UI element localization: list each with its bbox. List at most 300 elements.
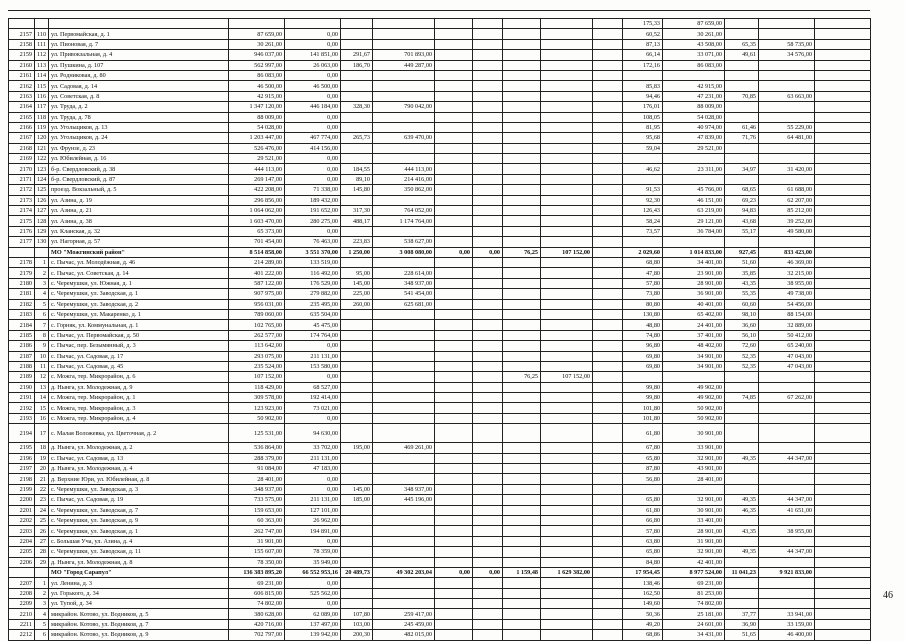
- value-cell: 348 937,00: [229, 484, 285, 494]
- item-number-cell: 23: [35, 495, 49, 505]
- value-cell: [473, 19, 503, 29]
- value-cell: 526 476,00: [229, 143, 285, 153]
- value-cell: [373, 154, 435, 164]
- item-number-cell: 22: [35, 484, 49, 494]
- value-cell: [435, 495, 473, 505]
- value-cell: 47,80: [623, 268, 663, 278]
- value-cell: 162,50: [623, 588, 663, 598]
- value-cell: [815, 226, 871, 236]
- value-cell: [593, 216, 623, 226]
- value-cell: 72,60: [725, 341, 759, 351]
- value-cell: 102 765,00: [229, 320, 285, 330]
- value-cell: [725, 154, 759, 164]
- value-cell: [815, 185, 871, 195]
- value-cell: [503, 257, 541, 267]
- address-cell: с. Можга, тер. Микрорайон, д. 4: [49, 413, 229, 423]
- value-cell: [541, 495, 593, 505]
- table-row: [9, 91, 871, 101]
- value-cell: 73,80: [623, 289, 663, 299]
- item-number-cell: 1: [35, 578, 49, 588]
- address-cell: с. Можга, тер. Микрорайон, д. 3: [49, 403, 229, 413]
- address-cell: д. Нынга, ул. Молодежная, д. 2: [49, 443, 229, 453]
- value-cell: 108,05: [623, 112, 663, 122]
- row-number-cell: 2164: [9, 102, 35, 112]
- value-cell: 635 504,00: [285, 309, 341, 319]
- value-cell: [473, 515, 503, 525]
- value-cell: [503, 60, 541, 70]
- item-number-cell: 5: [35, 299, 49, 309]
- row-number-cell: 2187: [9, 351, 35, 361]
- value-cell: 65,80: [623, 453, 663, 463]
- value-cell: [473, 60, 503, 70]
- row-number-cell: 2167: [9, 133, 35, 143]
- value-cell: 235 524,00: [229, 361, 285, 371]
- row-number-cell: 2171: [9, 174, 35, 184]
- value-cell: [373, 424, 435, 443]
- value-cell: [541, 320, 593, 330]
- value-cell: [341, 330, 373, 340]
- address-cell: с. Большая Уча, ул. Азина, д. 4: [49, 536, 229, 546]
- value-cell: 45 475,00: [285, 320, 341, 330]
- table-row: [9, 413, 871, 423]
- value-cell: 76,25: [503, 372, 541, 382]
- address-cell: с. Пычас, ул. Молодёжная, д. 46: [49, 257, 229, 267]
- value-cell: 80,80: [623, 299, 663, 309]
- value-cell: 293 075,00: [229, 351, 285, 361]
- value-cell: 78 350,00: [229, 557, 285, 567]
- table-row: [9, 39, 871, 49]
- value-cell: [435, 413, 473, 423]
- value-cell: [593, 185, 623, 195]
- value-cell: [435, 112, 473, 122]
- value-cell: [541, 588, 593, 598]
- value-cell: [815, 547, 871, 557]
- value-cell: 175,33: [623, 19, 663, 29]
- value-cell: 36,60: [725, 320, 759, 330]
- item-number-cell: 117: [35, 102, 49, 112]
- value-cell: 155 607,00: [229, 547, 285, 557]
- value-cell: 1 014 833,00: [663, 247, 725, 257]
- value-cell: [473, 195, 503, 205]
- value-cell: [373, 39, 435, 49]
- value-cell: [593, 372, 623, 382]
- value-cell: [341, 526, 373, 536]
- value-cell: [623, 154, 663, 164]
- value-cell: 0,00: [285, 226, 341, 236]
- value-cell: 48,80: [623, 320, 663, 330]
- item-number-cell: 15: [35, 403, 49, 413]
- value-cell: 66,80: [623, 515, 663, 525]
- item-number-cell: 2: [35, 588, 49, 598]
- value-cell: [373, 557, 435, 567]
- address-cell: ул. Горького, д. 34: [49, 588, 229, 598]
- value-cell: 87 659,00: [663, 19, 725, 29]
- value-cell: 2 029,60: [623, 247, 663, 257]
- value-cell: [725, 424, 759, 443]
- value-cell: 245 459,00: [373, 619, 435, 629]
- value-cell: [373, 464, 435, 474]
- value-cell: [541, 257, 593, 267]
- value-cell: 65,80: [623, 547, 663, 557]
- value-cell: 733 575,00: [229, 495, 285, 505]
- value-cell: [435, 143, 473, 153]
- value-cell: 192 414,00: [285, 393, 341, 403]
- value-cell: [435, 91, 473, 101]
- value-cell: [341, 474, 373, 484]
- value-cell: [503, 393, 541, 403]
- row-number-cell: 2172: [9, 185, 35, 195]
- value-cell: 214 416,00: [373, 174, 435, 184]
- table-row: [9, 19, 871, 29]
- address-cell: [49, 19, 229, 29]
- value-cell: 44 347,00: [759, 547, 815, 557]
- value-cell: 54 028,00: [663, 112, 725, 122]
- value-cell: 38 955,00: [759, 278, 815, 288]
- value-cell: [473, 206, 503, 216]
- table-row: [9, 495, 871, 505]
- value-cell: [541, 330, 593, 340]
- value-cell: [593, 505, 623, 515]
- address-cell: с. Пычас, ул. Садовая, д. 13: [49, 453, 229, 463]
- value-cell: [435, 547, 473, 557]
- value-cell: 0,00: [285, 122, 341, 132]
- item-number-cell: 2: [35, 268, 49, 278]
- value-cell: [593, 403, 623, 413]
- value-cell: 88 009,00: [663, 102, 725, 112]
- value-cell: [759, 464, 815, 474]
- value-cell: [663, 372, 725, 382]
- row-number-cell: 2207: [9, 578, 35, 588]
- value-cell: 28 401,00: [663, 474, 725, 484]
- value-cell: 49 738,00: [759, 289, 815, 299]
- value-cell: 94 630,00: [285, 424, 341, 443]
- table-row: [9, 50, 871, 60]
- value-cell: 74,80: [623, 330, 663, 340]
- value-cell: [623, 174, 663, 184]
- value-cell: [815, 278, 871, 288]
- item-number-cell: 4: [35, 609, 49, 619]
- table-row: [9, 474, 871, 484]
- item-number-cell: 24: [35, 505, 49, 515]
- item-number-cell: 114: [35, 70, 49, 80]
- value-cell: 195,00: [341, 443, 373, 453]
- value-cell: [341, 515, 373, 525]
- value-cell: 701 893,00: [373, 50, 435, 60]
- value-cell: 445 196,00: [373, 495, 435, 505]
- value-cell: [341, 464, 373, 474]
- value-cell: 24 601,00: [663, 619, 725, 629]
- row-number-cell: 2183: [9, 309, 35, 319]
- value-cell: 69,23: [725, 195, 759, 205]
- value-cell: [503, 495, 541, 505]
- value-cell: [373, 341, 435, 351]
- value-cell: 32 901,00: [663, 495, 725, 505]
- value-cell: [503, 237, 541, 247]
- value-cell: 1 629 382,00: [541, 567, 593, 577]
- value-cell: [593, 102, 623, 112]
- value-cell: [593, 557, 623, 567]
- address-cell: с. Малая Воложевка, ул. Цветочная, д. 2: [49, 424, 229, 443]
- value-cell: [593, 174, 623, 184]
- value-cell: 0,00: [285, 174, 341, 184]
- value-cell: [373, 515, 435, 525]
- value-cell: [593, 547, 623, 557]
- value-cell: [473, 361, 503, 371]
- value-cell: [815, 91, 871, 101]
- value-cell: [725, 536, 759, 546]
- value-cell: [593, 29, 623, 39]
- value-cell: 43,35: [725, 526, 759, 536]
- value-cell: [593, 567, 623, 577]
- address-cell: ул. Труда, д. 78: [49, 112, 229, 122]
- value-cell: [435, 515, 473, 525]
- address-cell: с. Черемушки, ул. Макаренко, д. 1: [49, 309, 229, 319]
- value-cell: [593, 195, 623, 205]
- address-cell: с. Пычас, ул. Советская, д. 14: [49, 268, 229, 278]
- value-cell: 189 432,00: [285, 195, 341, 205]
- value-cell: 137 497,00: [285, 619, 341, 629]
- value-cell: 225,00: [341, 289, 373, 299]
- value-cell: [435, 619, 473, 629]
- value-cell: [815, 474, 871, 484]
- value-cell: 446 184,00: [285, 102, 341, 112]
- value-cell: 49 302 203,04: [373, 567, 435, 577]
- value-cell: 48 402,00: [663, 341, 725, 351]
- value-cell: [435, 185, 473, 195]
- value-cell: [593, 619, 623, 629]
- row-number-cell: [9, 19, 35, 29]
- value-cell: 176 529,00: [285, 278, 341, 288]
- value-cell: 35 949,00: [285, 557, 341, 567]
- address-cell: д. Нынга, ул. Молодежная, д. 4: [49, 464, 229, 474]
- value-cell: [341, 91, 373, 101]
- table-row: [9, 299, 871, 309]
- value-cell: [341, 341, 373, 351]
- row-number-cell: 2196: [9, 453, 35, 463]
- value-cell: [759, 237, 815, 247]
- value-cell: 32 901,00: [663, 453, 725, 463]
- value-cell: 46 369,00: [759, 257, 815, 267]
- value-cell: [815, 112, 871, 122]
- value-cell: 32 889,00: [759, 320, 815, 330]
- item-number-cell: 112: [35, 50, 49, 60]
- value-cell: [435, 424, 473, 443]
- value-cell: 444 113,00: [373, 164, 435, 174]
- value-cell: [341, 547, 373, 557]
- value-cell: [725, 578, 759, 588]
- value-cell: [503, 226, 541, 236]
- table-row: [9, 289, 871, 299]
- value-cell: [759, 515, 815, 525]
- address-cell: ул. Азина, д. 21: [49, 206, 229, 216]
- table-row: [9, 526, 871, 536]
- value-cell: [725, 443, 759, 453]
- item-number-cell: 4: [35, 289, 49, 299]
- value-cell: [473, 289, 503, 299]
- value-cell: 47 231,00: [663, 91, 725, 101]
- value-cell: 47 043,00: [759, 351, 815, 361]
- table-row: [9, 557, 871, 567]
- address-cell: б-р. Свердловский, д. 38: [49, 164, 229, 174]
- value-cell: [373, 143, 435, 153]
- value-cell: 81 253,00: [663, 588, 725, 598]
- value-cell: [593, 453, 623, 463]
- value-cell: 0,00: [285, 372, 341, 382]
- value-cell: 51,65: [725, 630, 759, 640]
- value-cell: 35,85: [725, 268, 759, 278]
- value-cell: 1 250,00: [341, 247, 373, 257]
- row-number-cell: 2174: [9, 206, 35, 216]
- row-number-cell: 2175: [9, 216, 35, 226]
- value-cell: [503, 443, 541, 453]
- value-cell: [373, 536, 435, 546]
- value-cell: [435, 257, 473, 267]
- table-row: [9, 484, 871, 494]
- value-cell: [815, 515, 871, 525]
- address-cell: с. Черемушки, ул. Заводская, д. 11: [49, 547, 229, 557]
- value-cell: [503, 268, 541, 278]
- value-cell: 20 489,73: [341, 567, 373, 577]
- value-cell: [593, 164, 623, 174]
- item-number-cell: 13: [35, 382, 49, 392]
- value-cell: 41 651,00: [759, 505, 815, 515]
- value-cell: 49,61: [725, 50, 759, 60]
- value-cell: 101,80: [623, 413, 663, 423]
- value-cell: [503, 547, 541, 557]
- value-cell: 49 902,00: [663, 393, 725, 403]
- value-cell: 81,95: [623, 122, 663, 132]
- value-cell: 24 401,00: [663, 320, 725, 330]
- value-cell: 43 901,00: [663, 464, 725, 474]
- value-cell: [503, 474, 541, 484]
- address-cell: д. Нынга, ул. Молодежная, д. 9: [49, 382, 229, 392]
- address-cell: с. Черемушки, ул. Заводская, д. 1: [49, 289, 229, 299]
- value-cell: 49,35: [725, 495, 759, 505]
- value-cell: [473, 536, 503, 546]
- value-cell: [541, 299, 593, 309]
- value-cell: 126,43: [623, 206, 663, 216]
- address-cell: ул. Азина, д. 38: [49, 216, 229, 226]
- value-cell: [473, 143, 503, 153]
- address-cell: ул. Фрунзе, д. 23: [49, 143, 229, 153]
- item-number-cell: 9: [35, 341, 49, 351]
- address-cell: с. Черемушки, ул. Южная, д. 1: [49, 278, 229, 288]
- value-cell: [435, 443, 473, 453]
- value-cell: [815, 393, 871, 403]
- value-cell: [593, 330, 623, 340]
- value-cell: 38 955,00: [759, 526, 815, 536]
- value-cell: [473, 619, 503, 629]
- value-cell: 85 212,00: [759, 206, 815, 216]
- value-cell: 60 363,00: [229, 515, 285, 525]
- value-cell: 46,62: [623, 164, 663, 174]
- value-cell: [725, 19, 759, 29]
- row-number-cell: 2192: [9, 403, 35, 413]
- value-cell: 401 222,00: [229, 268, 285, 278]
- value-cell: [435, 464, 473, 474]
- value-cell: [541, 216, 593, 226]
- item-number-cell: 121: [35, 143, 49, 153]
- value-cell: 56,80: [623, 474, 663, 484]
- value-cell: 488,17: [341, 216, 373, 226]
- value-cell: [541, 154, 593, 164]
- value-cell: 94,46: [623, 91, 663, 101]
- page-number: 46: [883, 590, 893, 601]
- value-cell: [815, 237, 871, 247]
- value-cell: [435, 299, 473, 309]
- value-cell: [541, 413, 593, 423]
- value-cell: 33 901,00: [663, 443, 725, 453]
- value-cell: 348 937,00: [373, 278, 435, 288]
- value-cell: [759, 154, 815, 164]
- value-cell: 348 937,00: [373, 484, 435, 494]
- value-cell: 833 423,00: [759, 247, 815, 257]
- value-cell: [341, 413, 373, 423]
- item-number-cell: 3: [35, 599, 49, 609]
- value-cell: [503, 330, 541, 340]
- value-cell: [373, 122, 435, 132]
- row-number-cell: 2178: [9, 257, 35, 267]
- value-cell: 37,77: [725, 609, 759, 619]
- value-cell: [229, 19, 285, 29]
- value-cell: 52,35: [725, 351, 759, 361]
- value-cell: [663, 154, 725, 164]
- value-cell: [473, 29, 503, 39]
- value-cell: 33 702,00: [285, 443, 341, 453]
- table-row: [9, 195, 871, 205]
- value-cell: 317,30: [341, 206, 373, 216]
- row-number-cell: 2169: [9, 154, 35, 164]
- value-cell: [503, 599, 541, 609]
- value-cell: 946 037,00: [229, 50, 285, 60]
- value-cell: [815, 206, 871, 216]
- value-cell: [473, 484, 503, 494]
- value-cell: 55,17: [725, 226, 759, 236]
- address-cell: ул. Первомайская, д. 1: [49, 29, 229, 39]
- value-cell: [473, 547, 503, 557]
- value-cell: 214 289,00: [229, 257, 285, 267]
- value-cell: [815, 536, 871, 546]
- value-cell: [593, 237, 623, 247]
- value-cell: [503, 299, 541, 309]
- table-row: [9, 453, 871, 463]
- table-row: [9, 70, 871, 80]
- value-cell: [593, 81, 623, 91]
- value-cell: [503, 619, 541, 629]
- value-cell: 50 902,00: [663, 413, 725, 423]
- item-number-cell: 127: [35, 206, 49, 216]
- value-cell: [759, 578, 815, 588]
- value-cell: [815, 557, 871, 567]
- value-cell: 36 784,00: [663, 226, 725, 236]
- value-cell: [373, 91, 435, 101]
- value-cell: 701 454,00: [229, 237, 285, 247]
- value-cell: [593, 341, 623, 351]
- value-cell: [503, 29, 541, 39]
- value-cell: [503, 361, 541, 371]
- value-cell: [725, 382, 759, 392]
- value-cell: [541, 81, 593, 91]
- value-cell: [341, 578, 373, 588]
- value-cell: [435, 578, 473, 588]
- table-row: [9, 578, 871, 588]
- value-cell: [815, 619, 871, 629]
- value-cell: 113 642,00: [229, 341, 285, 351]
- value-cell: 223,83: [341, 237, 373, 247]
- value-cell: [373, 351, 435, 361]
- value-cell: [541, 102, 593, 112]
- value-cell: 23 311,00: [663, 164, 725, 174]
